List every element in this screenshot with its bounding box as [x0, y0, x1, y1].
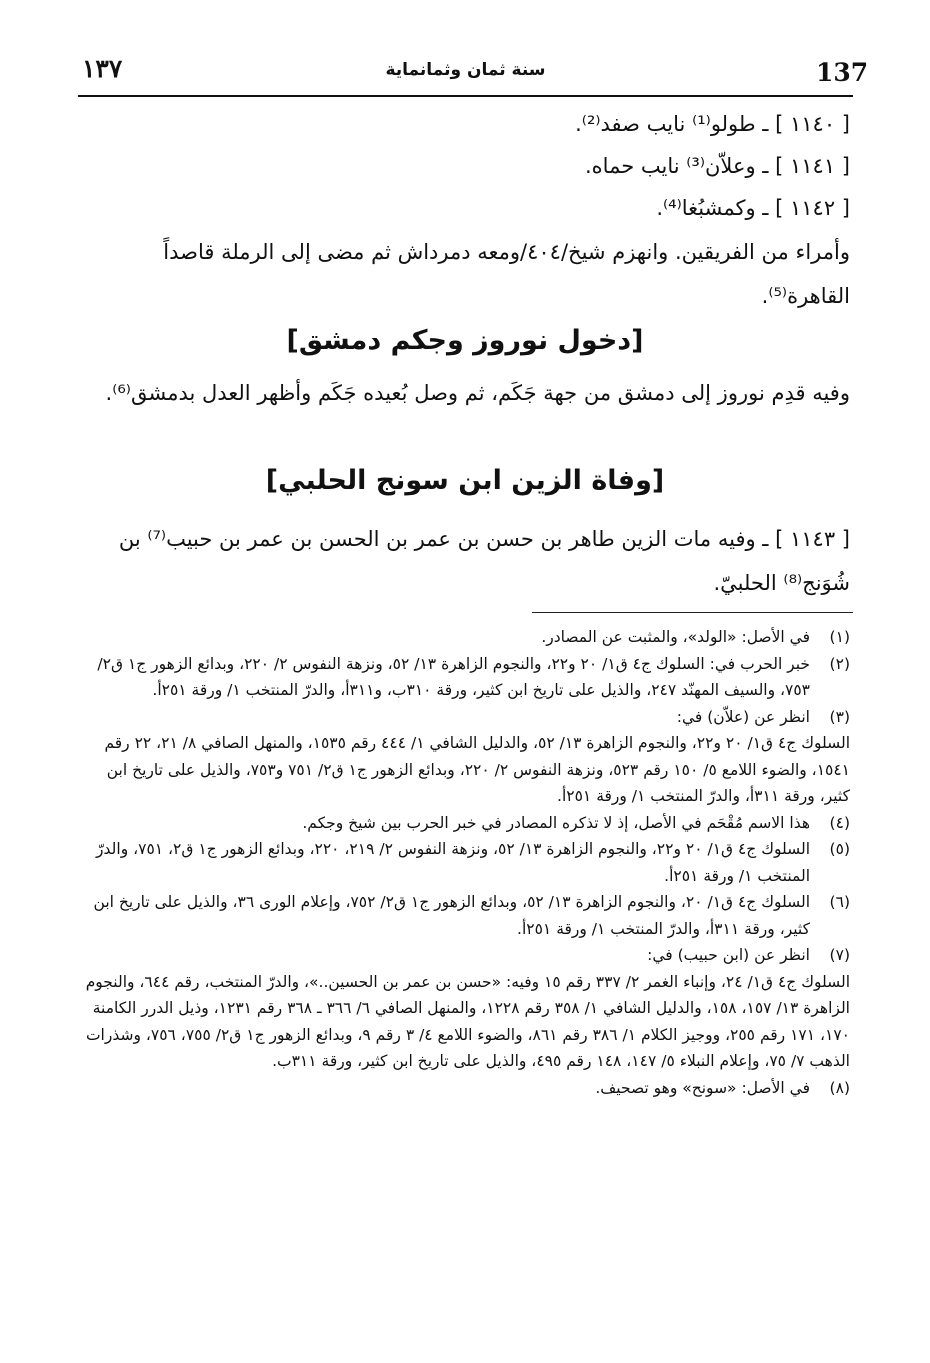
footnote-6: [80, 889, 850, 942]
footnote-mark: (٢): [829, 654, 850, 673]
paragraph-retreat: وأمراء من الفريقين. وانهزم شيخ/٤٠٤/ومعه دمرداش ثم مضى إلى الرملة قاصداً القاهرة⁽⁵⁾.: [163, 240, 850, 308]
footnote-4: [80, 810, 850, 837]
footnote-mark: (٤): [829, 813, 850, 832]
footnote-mark: (٧): [829, 946, 850, 964]
footnote-text: السلوك ج٤ ق١/ ٢٠، والنجوم الزاهرة ١٣/ ٥٢، وبدائع الزهور ج١ ق٢/ ٧٥٢، وإعلام الورى ٣٦، والذيل على تاريخ ابن كثير، ورقة ٣١١أ، والدرّ المنتخب ١/ ورقة ٢٥١أ.: [93, 893, 810, 938]
page-number-latin: 137: [816, 58, 869, 87]
footnotes: [80, 624, 850, 1101]
footnote-mark: (١): [829, 628, 850, 646]
footnote-text: هذا الاسم مُقْحَم في الأصل، إذ لا تذكره المصادر في خبر الحرب بين شيخ وجكم.: [302, 813, 810, 832]
footnote-text: السلوك ج٤ ق١/ ٢٤، وإنباء الغمر ٢/ ٣٣٧ رقم ١٥ وفيه: «حسن بن عمر بن الحسين..»، والدرّ المنتخب، رقم ٦٤٤، والنجوم الزاهرة ١٣/ ١٥٧، ١٥٨، والدليل الشافي ١/ ٣٥٨ رقم ١٢٢٨، والمنهل الصافي ٦/ ٣٦٦ ـ ٣٦٨ رقم ١٢٣١، وذيل الدرر الكامنة ١٧٠، ١٧١ رقم ٢٥٥، ووجيز الكلام ١/ ٣٨٦ رقم ٨٦١، والضوء اللامع ٤/ ٣ رقم ٩، وبدائع الزهور ج١ ق٢/ ٧٥٥، ٧٥٦، وشذرات الذهب ٧/ ٧٥، وإعلام النبلاء ٥/ ١٤٧، ١٤٨ رقم ٤٩٥، والذيل على تاريخ ابن كثير، ورقة ٣١١ب.: [85, 972, 850, 1070]
footnote-text: السلوك ج٤ ق١/ ٢٠ و٢٢، والنجوم الزاهرة ١٣/ ٥٢، والدليل الشافي ١/ ٤٤٤ رقم ١٥٣٥، والمنهل الصافي ٨/ ٢١، ٢٢ رقم ١٥٤١، والضوء اللامع ٥/ ١٥٠ رقم ٥٢٣، ونزهة النفوس ٢/ ٢٢٠، وبدائع الزهور ج١ ق٢/ ٧٥١ و٧٥٣، والذيل على تاريخ ابن كثير، ورقة ٣١١أ، والدرّ المنتخب ١/ ورقة ٢٥١أ.: [104, 734, 850, 805]
footnote-1: [80, 624, 850, 651]
footnote-2: [80, 651, 850, 704]
footnote-mark: (٥): [829, 840, 850, 858]
footnote-text: انظر عن (ابن حبيب) في:: [647, 946, 810, 964]
footnote-text: في الأصل: «سونح» وهو تصحيف.: [595, 1078, 810, 1097]
entry-1142: [ ١١٤٢ ] ـ وكمشبُغا⁽⁴⁾.: [656, 196, 850, 220]
footnote-3: [80, 704, 850, 731]
page-header: [78, 52, 869, 92]
header-rule: [78, 95, 853, 97]
footnote-text: خبر الحرب في: السلوك ج٤ ق١/ ٢٠ و٢٢، والنجوم الزاهرة ١٣/ ٥٢، ونزهة النفوس ٢/ ٢٢٠، وبدائع الزهور ج١ ق٢/ ٧٥٣، والسيف المهنّد ٢٤٧، والذيل على تاريخ ابن كثير، ورقة ٣١٠ب، و٣١١أ، والدرّ المنتخب ١/ ورقة ٢٥١أ.: [97, 654, 810, 699]
footnote-mark: (٣): [829, 707, 850, 726]
footnote-mark: (٦): [829, 893, 850, 911]
footnote-text: في الأصل: «الولد»، والمثبت عن المصادر.: [541, 628, 810, 646]
footnote-3-sources: [80, 730, 850, 810]
footnote-text: انظر عن (علاّن) في:: [676, 707, 810, 726]
page-number-arabic: ١٣٧: [82, 54, 123, 83]
footnote-rule: [532, 612, 853, 613]
footnote-5: [80, 836, 850, 889]
footnote-text: السلوك ج٤ ق١/ ٢٠ و٢٢، والنجوم الزاهرة ١٣/ ٥٢، ونزهة النفوس ٢/ ٢١٩، ٢٢٠، وبدائع الزهور ج١ ق٢، ٧٥١، والدرّ المنتخب ١/ ورقة ٢٥١أ.: [96, 840, 810, 885]
footnote-mark: (٨): [829, 1078, 850, 1097]
entry-1140: [ ١١٤٠ ] ـ طولو⁽¹⁾ نايب صفد⁽²⁾.: [575, 112, 850, 136]
footnote-8: [80, 1075, 850, 1102]
section-heading-death: [وفاة الزين ابن سونج الحلبي]: [265, 465, 665, 496]
footnote-7: [80, 942, 850, 969]
running-title: سنة ثمان وثمانماية: [385, 60, 546, 80]
section-heading-nowruz: [دخول نوروز وجكم دمشق]: [286, 325, 644, 356]
entry-1143: [ ١١٤٣ ] ـ وفيه مات الزين طاهر بن حسن بن عمر بن الحسن بن عمر بن حبيب⁽⁷⁾ بن شُوَنج⁽⁸⁾ الحلبيّ.: [118, 527, 850, 595]
entry-1141: [ ١١٤١ ] ـ وعلاّن⁽³⁾ نايب حماه.: [585, 154, 850, 178]
footnote-7-sources: [80, 969, 850, 1075]
paragraph-nowruz: وفيه قدِم نوروز إلى دمشق من جهة جَكَم، ثم وصل بُعيده جَكَم وأظهر العدل بدمشق⁽⁶⁾.: [105, 381, 850, 405]
